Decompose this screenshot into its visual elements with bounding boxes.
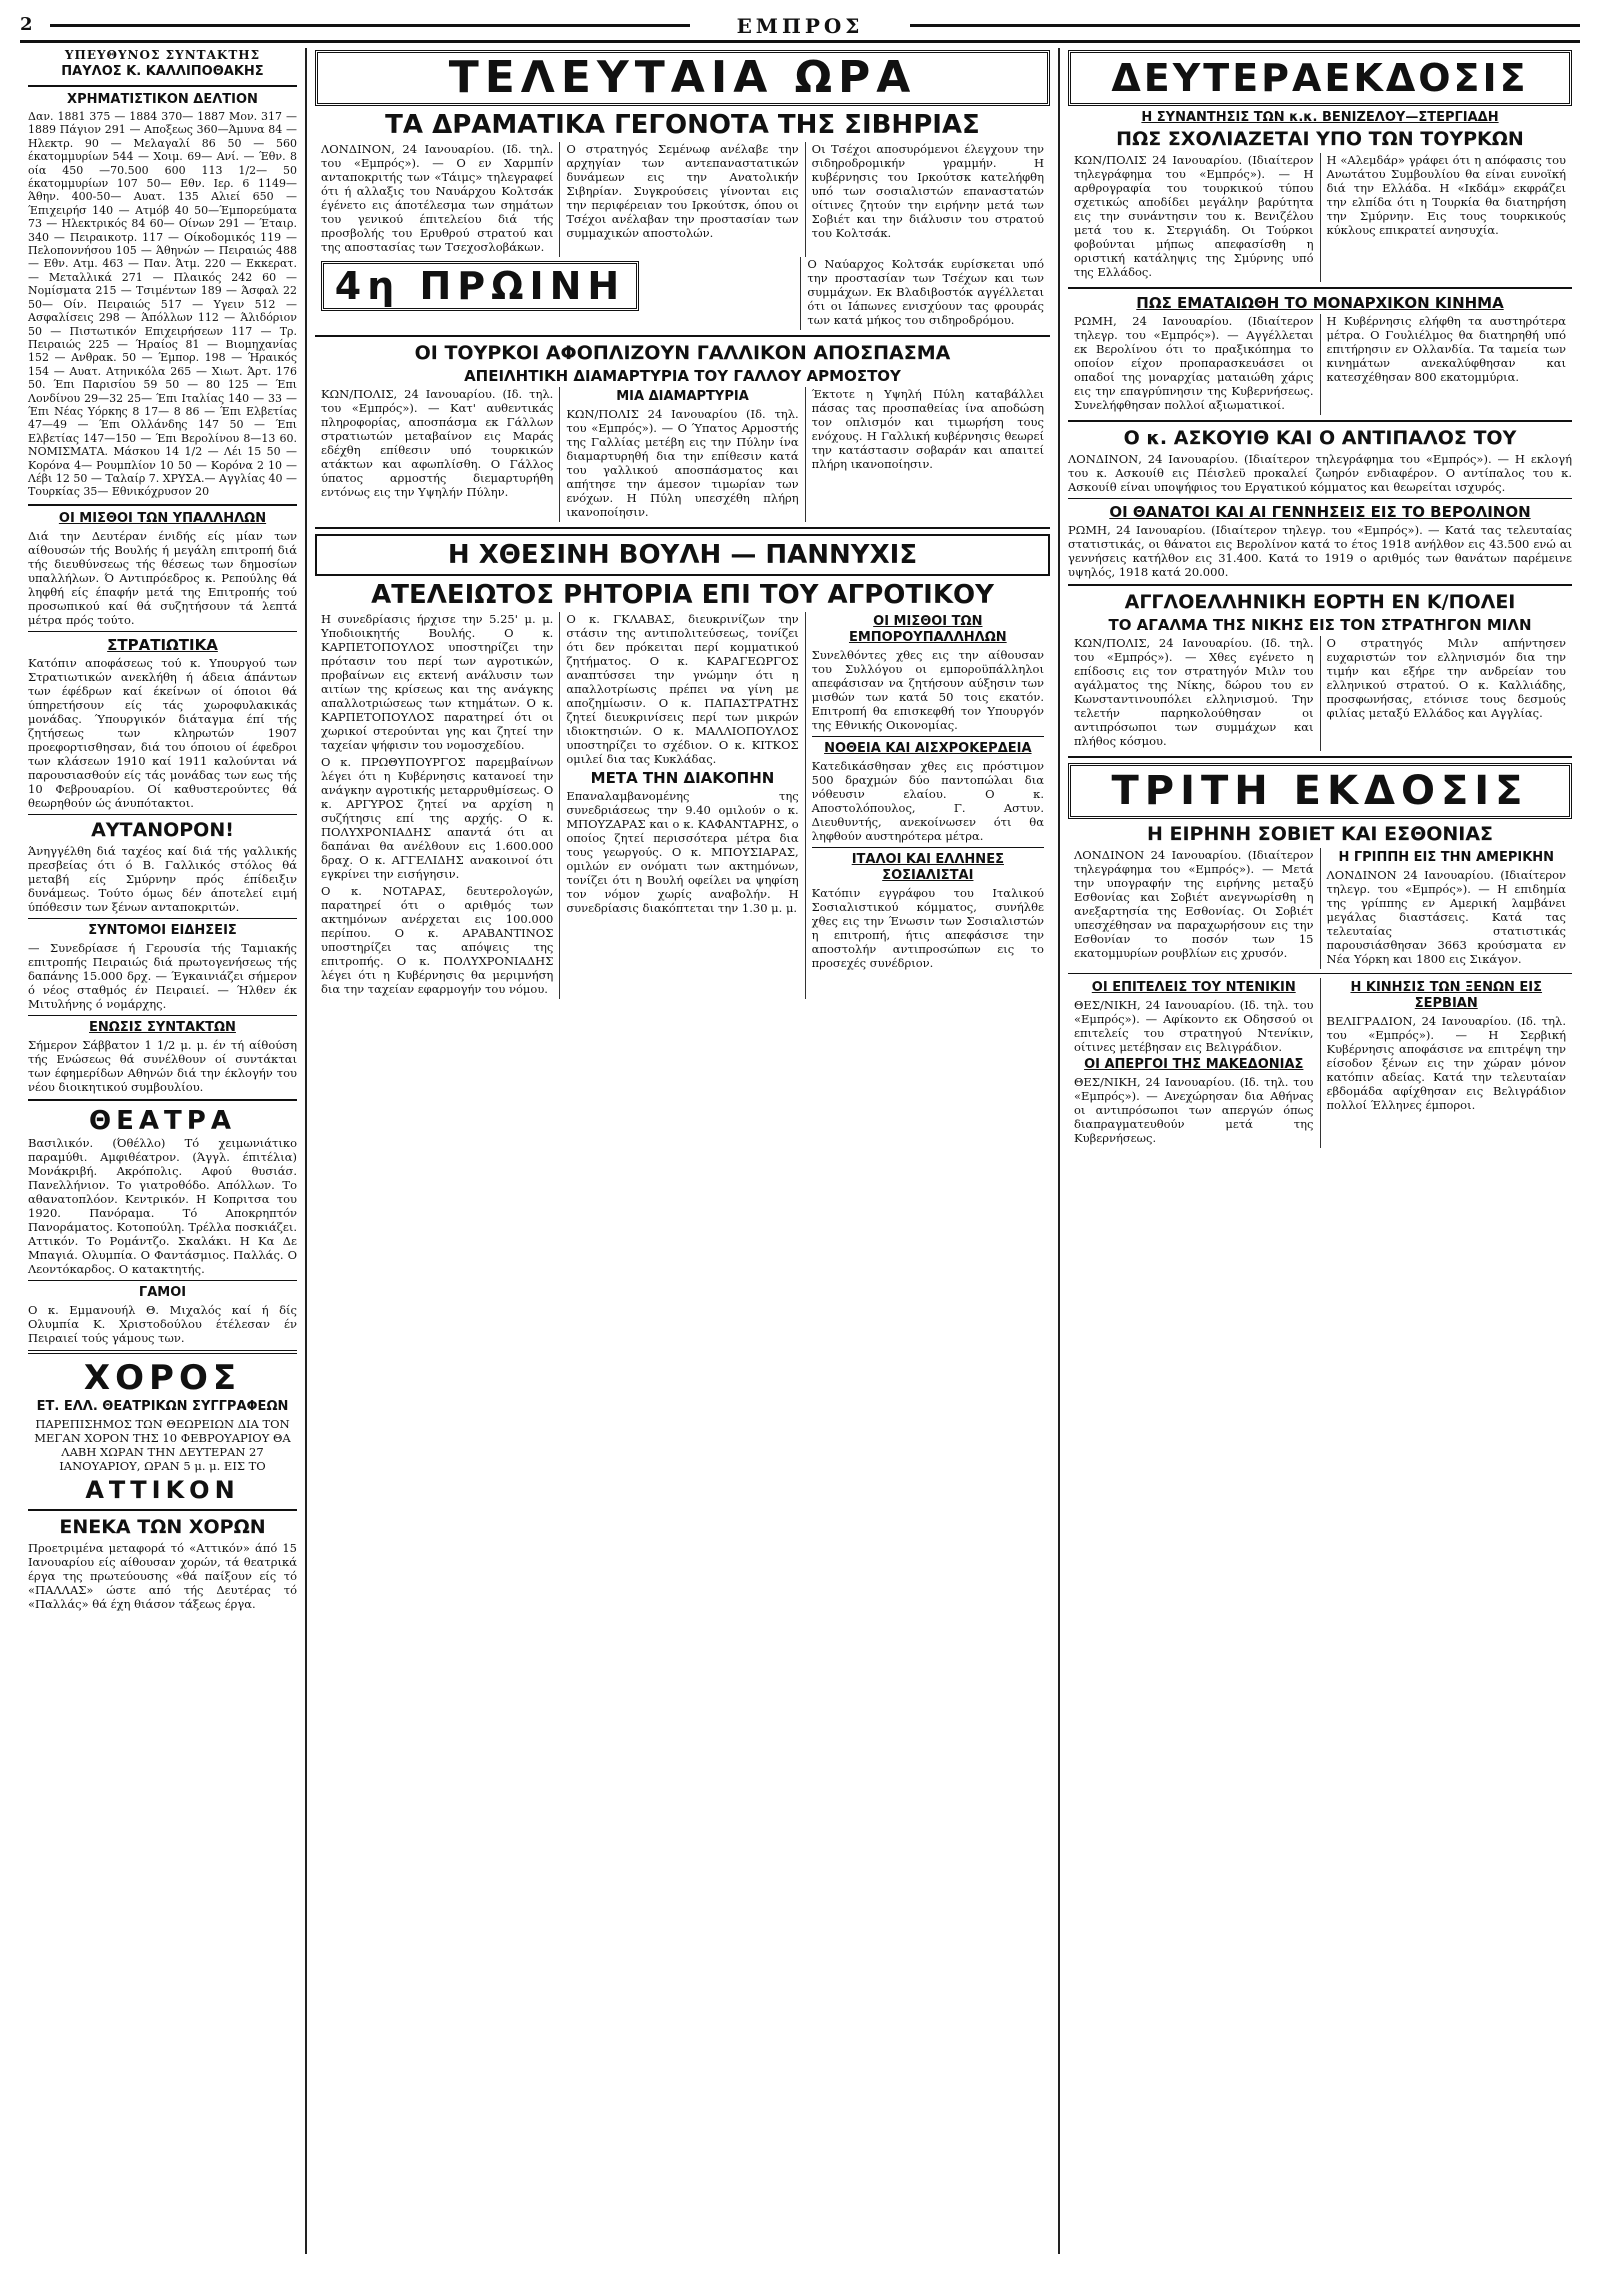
parliament-headline-box <box>315 534 1050 576</box>
theatre-text: Βασιλικόν. (Όθέλλο) Τό χειμωνιάτικο παραμύθι. Αμφιθέατρον. (Άγγλ. έπιτέλια) Μονάκριβή. Ακρόπολις. Αφού θυσιάσ. Πανελλήνιον. Το γιατροθόδο. Απόλλων. Το αθανατοπλόον. Κεντρικόν. Η Κοπριτσα του 1920. Πανόραμα. Τό Αποκρηπτόν Πανοράματος. Κοτοπούλη. Τρέλλα ποσκιάζει. Αττικόν. Το Ρομάντζο. Σκαλάκι. Η Κα Δε Μπαγιά. Ολυμπία. Ο Φαντάσμιος. Παλλάς. Ο Λεοντόκαρδος. Ο κατακτητής. <box>28 1135 297 1276</box>
monarchist-article <box>1068 314 1572 415</box>
divider <box>28 814 297 815</box>
berlin-deaths-headline: ΟΙ ΘΑΝΑΤΟΙ ΚΑΙ ΑΙ ΓΕΝΝΗΣΕΙΣ ΕΙΣ ΤΟ ΒΕΡΟΛΙΝΟΝ <box>1109 503 1531 521</box>
masthead <box>20 14 1580 43</box>
french-article <box>315 387 1050 522</box>
siberia-text: Οι Τσέχοι αποσυρόμενοι έλεγχουν την σιδηροδρομικήν γραμμήν. Η κυβέρνησις του Ιρκούτσκ κατελήφθη υπό των σοσιαλιστών επαναστατών οίτινες ζητούν την ειρήνην μετά των Σοβιέτ και την διάλυσιν του στρατού του Κολτσάκ. <box>811 142 1044 240</box>
divider <box>28 504 297 506</box>
italians-title: ΙΤΑΛΟΙ ΚΑΙ ΕΛΛΗΝΕΣ ΣΟΣΙΑΛΙΣΤΑΙ <box>851 852 1004 883</box>
exchange-title: ΧΡΗΜΑΤΙΣΤΙΚΟΝ ΔΕΛΤΙΟΝ <box>67 92 258 107</box>
siberia-headline: ΤΑ ΔΡΑΜΑΤΙΚΑ ΓΕΓΟΝΟΤΑ ΤΗΣ ΣΙΒΗΡΙΑΣ <box>385 110 980 140</box>
siberia-article <box>315 142 1050 257</box>
brief-news-title: ΣΥΝΤΟΜΟΙ ΕΙΔΗΣΕΙΣ <box>88 922 237 938</box>
morning-edition-label: 4η ΠΡΩΙΝΗ <box>321 261 639 311</box>
french-detachment-headline: ΟΙ ΤΟΥΡΚΟΙ ΑΦΟΠΛΙΖΟΥΝ ΓΑΛΛΙΚΟΝ ΑΠΟΣΠΑΣΜΑ <box>414 342 951 364</box>
siberia-text: Ο στρατηγός Σεμένωφ ανέλαβε την αρχηγίαν των αντεπαναστατικών δυνάμεων εις την Ανατολικήν Σιβηρίαν. Συγκρούσεις γίνονται εις την περιφέρειαν του Ιρκούτσκ, όπου οι Τσέχοι ανέλαβαν την προστασίαν των συμμαχικών αποστολών. <box>566 142 799 240</box>
military-text: Κατόπιν αποφάσεως τού κ. Υπουργού των Στρατιωτικών ανεκλήθη ή άδεια άπάντων των έφέδρων καί έκείνων οί όποιοι θά ύπηρετήσουν είς τάς χωροφυλακικάς μονάδας. Ύπουργικόν διάταγμα έπί τής ζητήσεως των κληρωτών 1907 προεφορτισθησαν, διά του όποιου οί έφεδροι των κλάσεων 1910 καί 1911 καλούνται νά παρουσιασθούν είς τάς μονάδας των εως τής 10 Φεβρουαρίου. Οί καθυστερούντες θά θεωρηθούν ώς άνυπότακτοι. <box>28 655 297 810</box>
estonia-text: ΛΟΝΔΙΝΟΝ 24 Ιανουαρίου. (Ιδιαίτερον τηλεγράφημα του «Εμπρός»). — Μετά την υπογραφήν της ειρήνης μεταξύ Εσθονίας και Σοβιέτ ανεγνωρίσθη η ανεξαρτησία της Εσθονίας. Οι Σοβιέτ υπεσχέθησαν να παραχωρήσουν εις την Εσθονίαν το ποσόν των 15 εκατομμυρίων ρουβλίων εις χρυσόν. <box>1074 848 1314 960</box>
celebration-text: ΚΩΝ/ΠΟΛΙΣ, 24 Ιανουαρίου. (Ιδ. τηλ. του «Εμπρός»). — Χθες εγένετο η επίδοσις εις τον στρατηγόν Μιλν του αγάλματος της Νίκης, δώρου του εν Κωνσταντινουπόλει ελληνισμού. Την τελετήν παρηκολούθησαν οι αντιπρόσωποι των συμμάχων και πλήθος κόσμου. <box>1074 636 1314 748</box>
attikon-title: ΑΤΤΙΚΟΝ <box>85 1475 240 1504</box>
divider <box>28 1099 297 1101</box>
divider <box>28 631 297 632</box>
venizelos-text: ΚΩΝ/ΠΟΛΙΣ 24 Ιανουαρίου. (Ιδιαίτερον τηλεγράφημα του «Εμπρός»). — Η αρθρογραφία του τουρκικού τύπου σχετικώς αποδίδει μεγάλην βαρύτητα εις την συνάντησιν του κ. Βενιζέλου μετά του κ. Στεργιάδη. Οι Τούρκοι φοβούνται μήπως απεφασίσθη η οριστική κατάληψις της Σμύρνης υπό της Ελλάδος. <box>1074 153 1314 279</box>
protest-title: ΜΙΑ ΔΙΑΜΑΡΤΥΡΙΑ <box>616 389 749 404</box>
edition-row <box>315 257 1050 330</box>
divider <box>812 736 1044 737</box>
strikers-text: ΘΕΣ/ΝΙΚΗ, 24 Ιανουαρίου. (Ιδ. τηλ. του «Εμπρός»). — Ανεχώρησαν δια Αθήνας οι αντιπρόσωποι των απεργών όπως διαπραγματευθούν μετά της Κυβερνήσεως. <box>1074 1075 1314 1145</box>
divider <box>1068 287 1572 289</box>
dances-notice-title: ΕΝΕΚΑ ΤΩΝ ΧΟΡΩΝ <box>59 1515 266 1538</box>
employees-title: ΟΙ ΜΙΣΘΟΙ ΤΩΝ ΕΜΠΟΡΟΥΠΑΛΛΗΛΩΝ <box>848 614 1007 645</box>
french-text: ΚΩΝ/ΠΟΛΙΣ, 24 Ιανουαρίου. (Ιδ. τηλ. του «Εμπρός»). — Κατ' αυθεντικάς πληροφορίας, αποσπάσμα εκ Γάλλων στρατιωτών μεταβαίνον εις Μαράς εδέχθη επίθεσιν υπό τουρκικών ατάκτων και αφωπλίσθη. Ο Γάλλος ύπατος αρμοστής διεμαρτυρήθη εντόνως εις την Υψηλήν Πύλην. <box>321 387 554 499</box>
unions-text: Σήμερον Σάββατον 1 1/2 μ. μ. έν τή αίθούση τής Ενώσεως θά συνέλθουν οί συντάκται των έφημερίδων Αθηνών διά την έκλογήν του νέου διοικητικού συμβουλίου. <box>28 1037 297 1094</box>
autanoron-title: ΑΥΤΑΝΟΡΟΝ! <box>91 818 234 841</box>
brief-news-text: — Συνεδρίασε ή Γερουσία τής Ταμιακής επιτροπής Πειραιώς διά πρωτογενήσεως τής δαπάνης 15.000 δρχ. — Έγκαινιάζει σήμερον ό νέος σταθμός έν Πειραιεί. — Ήλθεν έκ Μιτυλήνης ό νομάρχης. <box>28 940 297 1011</box>
salaries-title: ΟΙ ΜΙΣΘΟΙ ΤΩΝ ΥΠΑΛΛΗΛΩΝ <box>58 510 267 526</box>
strikers-headline: ΟΙ ΑΠΕΡΓΟΙ ΤΗΣ ΜΑΚΕΔΟΝΙΑΣ <box>1084 1057 1304 1072</box>
interruption-text: Επαναλαμβανομένης της συνεδριάσεως την 9.40 ομιλούν ο κ. ΜΠΟΥΖΑΡΑΣ και ο κ. ΚΑΦΑΝΤΑΡΗΣ, ο οποίος ζητεί περισσότερα μέτρα δια τους γεωργούς. Ο κ. ΜΠΟΥΣΙΑΡΑΣ, ομιλών εν ονόματι των ακτημόνων, τονίζει ότι η Βουλή οφείλει να ψηφίση τον νόμον χωρίς αναβολήν. Η συνεδρίασις διακόπτεται την 1.30 μ. μ. <box>566 789 799 915</box>
interruption-title: ΜΕΤΑ ΤΗΝ ΔΙΑΚΟΠΗΝ <box>590 769 775 787</box>
asquith-headline: Ο κ. ΑΣΚΟΥΙΘ ΚΑΙ Ο ΑΝΤΙΠΑΛΟΣ ΤΟΥ <box>1123 427 1517 449</box>
military-title: ΣΤΡΑΤΙΩΤΙΚΑ <box>107 635 218 654</box>
estonia-article <box>1068 848 1572 969</box>
parliament-text: Ο κ. ΠΡΩΘΥΠΟΥΡΓΟΣ παρεμβαίνων λέγει ότι η Κυβέρνησις κατανοεί την ανάγκην αγροτικής μεταρρυθμίσεως. Ο κ. ΑΡΓΥΡΟΣ ζητεί να αρχίση η συζήτησις επί της αρχής. Ο κ. ΠΟΛΥΧΡΟΝΙΑΔΗΣ απαντά ότι αι δαπάναι θα ανέλθουν εις 1.600.000 δραχ. Ο κ. ΑΓΓΕΛΙΔΗΣ ανακοινοί ότι εγκρίνει την εισήγησιν. <box>321 755 554 881</box>
dance-text: ΠΑΡΕΠΙΣΗΜΟΣ ΤΩΝ ΘΕΩΡΕΙΩΝ ΔΙΑ ΤΟΝ ΜΕΓΑΝ ΧΟΡΟΝ ΤΗΣ 10 ΦΕΒΡΟΥΑΡΙΟΥ ΘΑ ΛΑΒΗ ΧΩΡΑΝ ΤΗΝ ΔΕΥΤΕΡΑΝ 27 ΙΑΝΟΥΑΡΙΟΥ, ΩΡΑΝ 5 μ. μ. ΕΙΣ ΤΟ <box>34 1416 291 1473</box>
divider <box>1068 498 1572 499</box>
celebration-text: Ο στρατηγός Μιλν απήντησεν ευχαριστών τον ελληνισμόν δια την τιμήν και εξήρε την ανδρείαν του ελληνικού στρατού. Ο κ. Καλλιάδης, προσφωνήσας, ετόνισε τους δεσμούς φιλίας μεταξύ Ελλάδος και Αγγλίας. <box>1326 636 1566 720</box>
parliament-subheadline: ΑΤΕΛΕΙΩΤΟΣ ΡΗΤΟΡΙΑ ΕΠΙ ΤΟΥ ΑΓΡΟΤΙΚΟΥ <box>371 580 994 610</box>
parliament-headline: Η ΧΘΕΣΙΝΗ ΒΟΥΛΗ — ΠΑΝΝΥΧΙΣ <box>447 540 918 570</box>
venizelos-text: Η «Αλεμδάρ» γράφει ότι η απόφασις του Ανωτάτου Συμβουλίου θα είναι ευνοϊκή διά την Ελλάδα. Η «Ικδάμ» εκφράζει την ελπίδα ότι η Τουρκία θα διατηρήση την Σμύρνην. Εις τους τουρκικούς κύκλους επικρατεί ανησυχία. <box>1326 153 1566 237</box>
protest-text: ΚΩΝ/ΠΟΛΙΣ 24 Ιανουαρίου (Ιδ. τηλ. του «Εμπρός»). — Ο Ύπατος Αρμοστής της Γαλλίας μετέβη εις την Πύλην ίνα διαμαρτυρηθή δια την επίθεσιν κατά του γαλλικού αποσπάσματος και απήτησε την άμεσον τιμωρίαν των ενόχων. Η Πύλη υπεσχέθη πλήρη ικανοποίησιν. <box>566 407 799 519</box>
parliament-article <box>315 612 1050 999</box>
staff-text: ΘΕΣ/ΝΙΚΗ, 24 Ιανουαρίου. (Ιδ. τηλ. του «Εμπρός»). — Αφίκοντο εκ Οδησσού οι επιτελείς του στρατηγού Ντενίκιν, οίτινες μετέβησαν εις Βελιγράδιον. <box>1074 998 1314 1054</box>
flu-title: Η ΓΡΙΠΠΗ ΕΙΣ ΤΗΝ ΑΜΕΡΙΚΗΝ <box>1338 850 1555 865</box>
divider <box>28 1015 297 1016</box>
divider <box>28 1280 297 1281</box>
page-columns <box>20 48 1580 2254</box>
venizelos-headline: Η ΣΥΝΑΝΤΗΣΙΣ ΤΩΝ κ.κ. ΒΕΝΙΖΕΛΟΥ—ΣΤΕΡΓΙΑΔΗ <box>1141 110 1499 125</box>
divider <box>1068 420 1572 422</box>
famine-text: Κατεδικάσθησαν χθες εις πρόστιμον 500 δραχμών δύο παντοπώλαι δια νόθευσιν ελαίου. Ο κ. Αποστολόπουλος, Γ. Αστυν. Διευθυντής, ανεκοίνωσεν ότι θα ληφθούν αυστηρότερα μέτρα. <box>811 759 1044 843</box>
asquith-text: ΛΟΝΔΙΝΟΝ, 24 Ιανουαρίου. (Ιδιαίτερον τηλεγράφημα του «Εμπρός»). — Η εκλογή του κ. Ασκουίθ εις Πέισλεϋ προκαλεί ζωηρόν ενδιαφέρον. Ο αντίπαλος του κ. Ασκουίθ είναι υποψήφιος του Εργατικού κόμματος και θεωρείται ισχυρός. <box>1068 452 1572 494</box>
exchange-text: Δαν. 1881 375 — 1884 370— 1887 Μον. 317 — 1889 Πάγιον 291 — Αποξεως 360—Άμυνα 84 — Ηλεκτρ. 90 — Μελαγαλί 86 50 — 560 έκατομμυρίων 544 — Χοιμ. 69— Ανί. — Έθν. 8 οία 450 —70.500 600 113 1/2— 50 έκατομμυρίων 107 50— Εθν. Ιερ. 6 1149—Άθην. 400-50— Αυατ. 135 Αλιεί 650 — Έπιχειρήσ 140 — Ατμόβ 40 50—Έμπορεύματα 73 — Ηλεκτρικός 84 60— Οίνων 291 — Έταιρ. 340 — Πειραικοτρ. 117 — Οίκοδομικός 119 — Πελοποννήσου 105 — Άθηνών — Πειραιώς 488 — Εθν. Ατμ. 463 — Παν. Άτμ. 220 — Εκκερατ. — Μεταλλικά 271 — Πλαικός 242 60 — Νομίσματα 215 — Τσιμέντων 189 — Άσφαλ 22 50— Οίν. Πειραιώς 517 — Υγειν 512 — Ασφαλίσεις 298 — Άπόλλων 112 — Άλιδόριον 50 — Πιστωτικόν Επιχειρήσεων 117 — Τρ. Πειραιώς 225 — Ήραίος 81 — Βιομηχανίας 152 — Ανθρακ. 50 — Έμπορ. 198 — Ήραικός 154 — Αυατ. Ατηνικόλα 265 — Χιωτ. Άρτ. 176 50. Έπι Παρισίου 59 50 — 80 125 — Έπι Λονδίνου 29—32 25— Έπι Ιταλίας 140 — 33 — Έπι Νέας Υόρκης 8 17— 8 86 — Έπι Ελβετίας 47—49 — Έπι Ολλάνδης 147 50 — Έπι Ελβετίας 147—150 — Έπι Βερολίνου 8—13 60. ΝΟΜΙΣΜΑΤΑ. Μάσκου 14 1/2 — Λέι 15 50 — Κορόνα 4— Ρουμπλίον 10 50 — Κορόνα 2 10 — Λέβι 12 50 — Ταλαίρ 7. ΧΡΥΣΑ.— Αγγλίας 40 — Τουρκίας 35— Εθνικόχρυσον 20 <box>28 110 297 499</box>
weddings-text: Ο κ. Εμμανουήλ Θ. Μιχαλός καί ή δίς Ολυμπία Κ. Χριστοδούλου έτέλεσαν έν Πειραιεί τούς γάμους των. <box>28 1302 297 1345</box>
celebration-article <box>1068 636 1572 751</box>
berlin-deaths-text: ΡΩΜΗ, 24 Ιανουαρίου. (Ιδιαίτερον τηλεγρ. του «Εμπρός»). — Κατά τας τελευταίας στατιστικάς, οι θάνατοι εις Βερολίνον κατά το έτος 1918 ανήλθον εις 43.500 ενώ αι γεννήσεις κατήλθον εις 31.400. Κατά το 1919 ο αριθμός των θανάτων παρέμεινε υψηλός, 1918 κατά 20.000. <box>1068 523 1572 579</box>
divider <box>315 335 1050 337</box>
siberia-text: ΛΟΝΔΙΝΟΝ, 24 Ιανουαρίου. (Ιδ. τηλ. του «Εμπρός»). — Ο εν Χαρμπίν ανταποκριτής των «Τάιμς» τηλεγραφεί ότι ή αλλαξις του Ναυάρχου Κολτσάκ έγένετο εις άποτέλεσμα των σημάτων του γενικού έπιτελείου διά τής προσβολής του Ερυθρού στρατού και της αποστασίας των Τσεχοσλοβάκων. <box>321 142 554 254</box>
divider <box>1068 584 1572 586</box>
newspaper-page <box>20 14 1580 2254</box>
venizelos-article <box>1068 153 1572 282</box>
celebration-subheadline: ΤΟ ΑΓΑΛΜΑ ΤΗΣ ΝΙΚΗΣ ΕΙΣ ΤΟΝ ΣΤΡΑΤΗΓΟΝ ΜΙΛΝ <box>1108 616 1532 634</box>
parliament-text: Η συνεδρίασις ήρχισε την 5.25' μ. μ. Υποδιοικητής Βουλής. Ο κ. ΚΑΡΠΕΤΟΠΟΥΛΟΣ υποστηρίζει την πρότασιν του περί των αγροτικών, προβαίνων εις εκτενή ανάλυσιν των αιτίων της κρίσεως και της ανάγκης απαλλοτριώσεως των κτημάτων. Ο κ. ΚΑΡΠΕΤΟΠΟΥΛΟΣ παρατηρεί ότι οι χωρικοί στερούνται γης και ζητεί την ταχείαν ψήφισιν του νομοσχεδίου. <box>321 612 554 752</box>
celebration-headline: ΑΓΓΛΟΕΛΛΗΝΙΚΗ ΕΟΡΤΗ ΕΝ Κ/ΠΟΛΕΙ <box>1124 591 1516 613</box>
famine-title: ΝΟΘΕΙΑ ΚΑΙ ΑΙΣΧΡΟΚΕΡΔΕΙΑ <box>824 741 1032 756</box>
divider <box>315 527 1050 529</box>
serbia-text: ΒΕΛΙΓΡΑΔΙΟΝ, 24 Ιανουαρίου. (Ιδ. τηλ. του «Εμπρός»). — Η Σερβική Κυβέρνησις αποφάσισε να επιτρέψη την είσοδον ξένων εις την χώραν μόνον κατόπιν αδείας. Κατά την τελευταίαν εβδομάδα αφίχθησαν εις Βελιγράδιον πολλοί Έλληνες έμποροι. <box>1326 1014 1566 1112</box>
divider <box>28 1509 297 1511</box>
masthead-rule-right <box>910 24 1580 27</box>
dance-title: ΧΟΡΟΣ <box>83 1357 242 1398</box>
employees-text: Συνελθόντες χθες εις την αίθουσαν του Συλλόγου οι εμποροϋπάλληλοι απεφάσισαν να ζητήσουν αύξησιν των μισθών των κατά 50 τοις εκατόν. Επιτροπή θα επισκεφθή τον Υπουργόν της Εθνικής Οικονομίας. <box>811 648 1044 732</box>
second-edition-banner: ΔΕΥΤΕΡΑΕΚΔΟΣΙΣ <box>1068 50 1572 106</box>
column-middle <box>305 48 1058 2254</box>
italians-text: Κατόπιν εγγράφου του Ιταλικού Σοσιαλιστικού κόμματος, συνήλθε χθες εις την Ένωσιν των Σοσιαλιστών η επιτροπή, ήτις απεφάσισε την αποστολήν αντιπροσώπων εις το προσεχές συνέδριον. <box>811 886 1044 970</box>
flu-text: ΛΟΝΔΙΝΟΝ 24 Ιανουαρίου. (Ιδιαίτερον τηλεγρ. του «Εμπρός»). — Η επιδημία της γρίππης εν Αμερική λαμβάνει μεγάλας διαστάσεις. Κατά τας τελευταίας στατιστικάς παρουσιάσθησαν 3663 κρούσματα εν Νέα Υόρκη και 1800 εις Σικάγον. <box>1326 868 1566 966</box>
divider <box>1068 973 1572 974</box>
editor-label: ΥΠΕΥΘΥΝΟΣ ΣΥΝΤΑΚΤΗΣ <box>64 48 261 62</box>
third-edition-banner: ΤΡΙΤΗ ΕΚΔΟΣΙΣ <box>1068 763 1572 819</box>
monarchist-text: Η Κυβέρνησις ελήφθη τα αυστηρότερα μέτρα. Ο Γουλιέλμος θα διατηρηθή υπό επιτήρησιν εν Ολλανδία. Τα ταμεία των κινημάτων ανεκαλύφθησαν και κατεσχέθησαν 800 εκατομμύρια. <box>1326 314 1566 384</box>
dances-notice-text: Προετριμένα μεταφορά τό «Αττικόν» άπό 15 Ιανουαρίου είς αίθουσαν χορών, τά θεατρικά έργα της πρωτεύουσης «θά παίξουν είς τό «ΠΑΛΛΑΣ» ώστε από τής Δευτέρας τό «Παλλάς» θά έχη θιάσον τάξεως έργα. <box>28 1540 297 1611</box>
theatre-title: ΘΕΑΤΡΑ <box>89 1105 236 1136</box>
unions-title: ΕΝΩΣΙΣ ΣΥΝΤΑΚΤΩΝ <box>89 1019 236 1035</box>
staff-headline: ΟΙ ΕΠΙΤΕΛΕΙΣ ΤΟΥ ΝΤΕΝΙΚΙΝ <box>1091 980 1296 995</box>
column-left <box>20 48 305 2254</box>
weddings-title: ΓΑΜΟΙ <box>138 1284 187 1300</box>
divider <box>28 85 297 87</box>
autanoron-text: Άνηγγέλθη διά ταχέος καί διά τής γαλλικής πρεσβείας ότι ό Β. Γαλλικός στόλος θά μεταβή είς Σμύρνην πρός έπίδειξιν δυνάμεως. Τούτο όμως δέν άποτελεί ειμή ύπόθεσιν των ξένων ανταποκριτών. <box>28 843 297 914</box>
monarchist-text: ΡΩΜΗ, 24 Ιανουαρίου. (Ιδιαίτερον τηλεγρ. του «Εμπρός»). — Αγγέλλεται εκ Βερολίνου ότι το πραξικόπημα το οποίον είχον προπαρασκευάσει οι οπαδοί της μοναρχίας ματαιώθη χάρις εις την επαγρύπνησιν της Κυβερνήσεως. Συνελήφθησαν πολλοί αξιωματικοί. <box>1074 314 1314 412</box>
salaries-text: Διά την Δευτέραν ένιδής είς μίαν των αίθουσών τής Βουλής ή μεγάλη επιτροπή διά τής διευθύνσεως τής θέσεως των δημοσίων υπαλλήλων. Ό Αντιπρόεδρος κ. Ρεπούλης θά ληφθή είς έπαφήν μετά της Επιτροπής τού προσωπικού καί θά συζητήσουν τά λεπτά μέτρα πρός τούτο. <box>28 528 297 627</box>
editor-name: ΠΑΥΛΟΣ Κ. ΚΑΛΛΙΠΟΘΑΚΗΣ <box>61 64 264 79</box>
column-right <box>1058 48 1580 2254</box>
dance-subtitle: ΕΤ. ΕΛΛ. ΘΕΑΤΡΙΚΩΝ ΣΥΓΓΡΑΦΕΩΝ <box>36 1398 289 1414</box>
parliament-text: Ο κ. ΝΟΤΑΡΑΣ, δευτερολογών, παρατηρεί ότι ο αριθμός των ακτημόνων ανέρχεται εις 100.000 περίπου. Ο κ. ΑΡΑΒΑΝΤΙΝΟΣ υποστηρίζει τας απόψεις της επιτροπής. Ο κ. ΠΟΛΥΧΡΟΝΙΑΔΗΣ λέγει ότι η Κυβέρνησις θα μεριμνήση δια την ταχείαν εφαρμογήν του νόμου. <box>321 884 554 996</box>
french-text: Έκτοτε η Υψηλή Πύλη καταβάλλει πάσας τας προσπαθείας ίνα αποδώση τον οπλισμόν και τιμωρήση τους ενόχους. Η Γαλλική κυβέρνησις θεωρεί την κατάστασιν σοβαράν και απαιτεί πλήρη ικανοποίησιν. <box>811 387 1044 471</box>
bottom-briefs <box>1068 978 1572 1148</box>
french-protest-subheadline: ΑΠΕΙΛΗΤΙΚΗ ΔΙΑΜΑΡΤΥΡΙΑ ΤΟΥ ΓΑΛΛΟΥ ΑΡΜΟΣΤΟΥ <box>464 367 901 385</box>
siberia-text: Ο Ναύαρχος Κολτσάκ ευρίσκεται υπό την προστασίαν των Τσέχων και των συμμάχων. Εκ Βλαδιβοστόκ αγγέλλεται ότι οι Ιάπωνες ενισχύουν τας φρουράς των κατά μήκος του σιδηροδρόμου. <box>807 257 1044 327</box>
serbia-headline: Η ΚΙΝΗΣΙΣ ΤΩΝ ΞΕΝΩΝ ΕΙΣ ΣΕΡΒΙΑΝ <box>1350 980 1543 1011</box>
paper-name: ΕΜΠΡΟΣ <box>736 14 864 38</box>
divider <box>1068 756 1572 758</box>
monarchist-headline: ΠΩΣ ΕΜΑΤΑΙΩΘΗ ΤΟ ΜΟΝΑΡΧΙΚΟΝ ΚΙΝΗΜΑ <box>1136 294 1504 312</box>
parliament-text: Ο κ. ΓΚΛΑΒΑΣ, διευκρινίζων την στάσιν της αντιπολιτεύσεως, τονίζει ότι δεν πρόκειται περί κομματικού ζητήματος. Ο κ. ΚΑΡΑΓΕΩΡΓΟΣ αναπτύσσει την γνώμην ότι η απαλλοτρίωσις πρέπει να γίνη με αποζημίωσιν. Ο κ. ΠΑΠΑΣΤΡΑΤΗΣ ζητεί διευκρινίσεις περί των μικρών ιδιοκτησιών. Ο κ. ΜΑΛΛΙΟΠΟΥΛΟΣ υποστηρίζει το σχέδιον. Ο κ. ΚΙΤΚΟΣ ομιλεί δια τας Κυκλάδας. <box>566 612 799 766</box>
divider <box>812 847 1044 848</box>
divider <box>28 918 297 919</box>
estonia-headline: Η ΕΙΡΗΝΗ ΣΟΒΙΕΤ ΚΑΙ ΕΣΘΟΝΙΑΣ <box>1146 823 1494 845</box>
late-hour-banner: ΤΕΛΕΥΤΑΙΑ ΩΡΑ <box>315 50 1050 106</box>
venizelos-subheadline: ΠΩΣ ΣΧΟΛΙΑΖΕΤΑΙ ΥΠΟ ΤΩΝ ΤΟΥΡΚΩΝ <box>1116 128 1524 150</box>
page-number: 2 <box>20 14 33 35</box>
divider <box>28 1350 297 1354</box>
